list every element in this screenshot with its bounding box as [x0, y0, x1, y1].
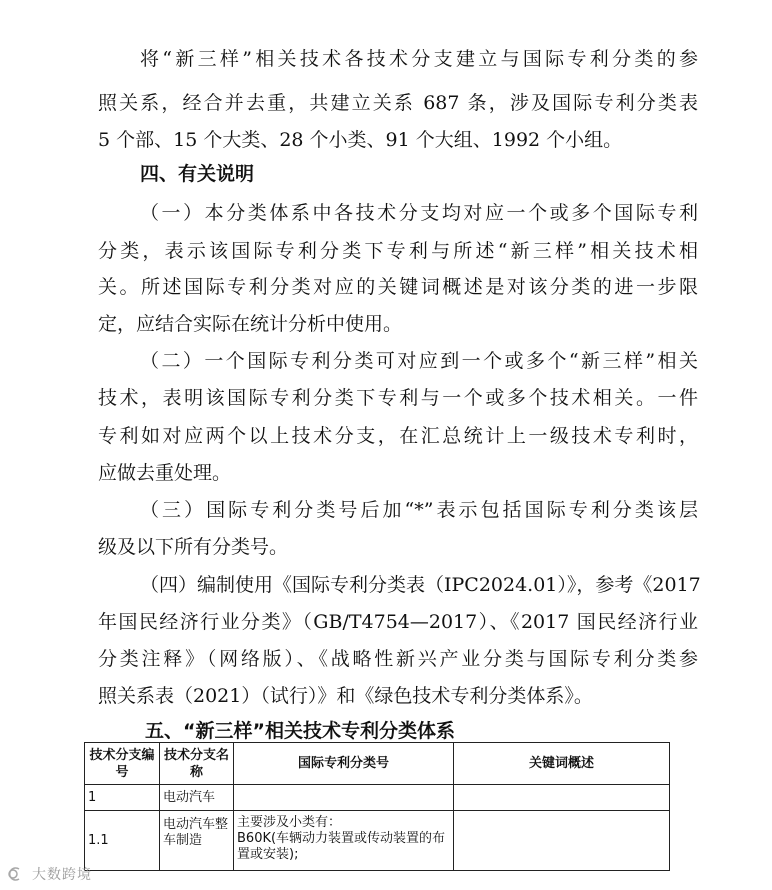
intro-line-1: 将“新三样”相关技术各技术分支建立与国际专利分类的参 — [140, 48, 698, 70]
cell-keywords — [454, 785, 670, 811]
note4-line-1: （四）编制使用《国际专利分类表（IPC2024.01）》，参考《2017 — [140, 574, 701, 596]
note2-line-3: 专利如对应两个以上技术分支，在汇总统计上一级技术专利时， — [98, 425, 698, 447]
cell-ipc-code: 主要涉及小类有： B60K(车辆动力装置或传动装置的布置或安装); — [234, 811, 454, 871]
note2-line-1: （二）一个国际专利分类可对应到一个或多个“新三样”相关 — [140, 350, 698, 372]
table-header-row — [85, 743, 670, 785]
watermark-logo-icon — [8, 865, 28, 881]
section-5-heading: 五、“新三样”相关技术专利分类体系 — [145, 720, 455, 742]
note2-line-2: 技术，表明该国际专利分类下专利与一个或多个技术相关。一件 — [98, 387, 698, 409]
watermark-text: 大数跨境 — [32, 867, 92, 883]
note4-line-2: 年国民经济行业分类》（GB/T4754—2017）、《2017 国民经济行业 — [98, 611, 698, 633]
header-ipc-code: 国际专利分类号 — [234, 743, 454, 785]
note4-line-4: 照关系表（2021）（试行）》和《绿色技术专利分类体系》。 — [98, 685, 593, 707]
table-row — [85, 785, 670, 811]
section-4-heading: 四、有关说明 — [140, 163, 255, 185]
note1-line-4: 定，应结合实际在统计分析中使用。 — [98, 313, 403, 335]
intro-line-2: 照关系，经合并去重，共建立关系 687 条，涉及国际专利分类表 — [98, 92, 698, 114]
cell-keywords — [454, 811, 670, 871]
intro-line-3: 5 个部、15 个大类、28 个小类、91 个大组、1992 个小组。 — [98, 129, 623, 151]
header-keywords: 关键词概述 — [454, 743, 670, 785]
note1-line-3: 关。所述国际专利分类对应的关键词概述是对该分类的进一步限 — [98, 276, 698, 298]
note3-line-2: 级及以下所有分类号。 — [98, 536, 289, 558]
note1-line-1: （一）本分类体系中各技术分支均对应一个或多个国际专利 — [140, 202, 698, 224]
cell-ipc-code — [234, 785, 454, 811]
note3-line-1: （三）国际专利分类号后加“*”表示包括国际专利分类该层 — [140, 499, 698, 521]
note2-line-4: 应做去重处理。 — [98, 462, 232, 484]
table-row — [85, 811, 670, 871]
cell-branch-code: 1 — [85, 785, 160, 811]
header-branch-name: 技术分支名称 — [160, 743, 234, 785]
ipc-classification-table — [84, 742, 670, 871]
note1-line-2: 分类，表示该国际专利分类下专利与所述“新三样”相关技术相 — [98, 240, 698, 262]
cell-branch-name: 电动汽车 — [160, 785, 234, 811]
header-branch-code: 技术分支编号 — [85, 743, 160, 785]
note4-line-3: 分类注释》（网络版）、《战略性新兴产业分类与国际专利分类参 — [98, 648, 698, 670]
cell-branch-name: 电动汽车整车制造 — [160, 811, 234, 871]
cell-branch-code: 1.1 — [85, 811, 160, 871]
